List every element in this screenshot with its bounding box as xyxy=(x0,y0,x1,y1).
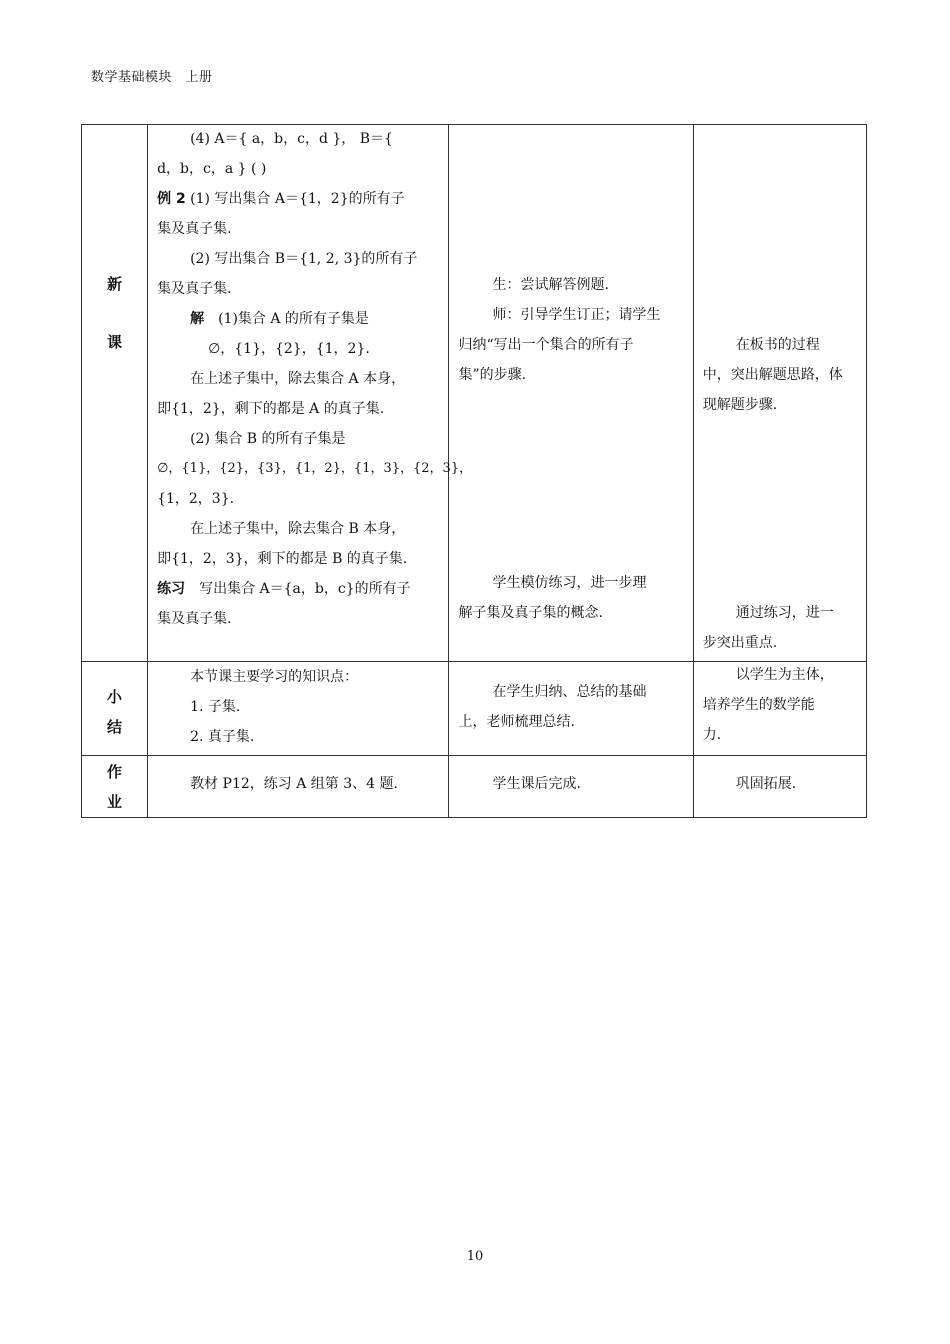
new-lesson-label-cell xyxy=(82,125,148,662)
text-line: (2) 写出集合 B＝{1, 2, 3}的所有子 xyxy=(190,251,418,267)
text-line xyxy=(190,309,369,329)
summary-activity-cell xyxy=(449,662,693,756)
page-header: 数学基础模块 上册 xyxy=(91,70,213,85)
lesson-plan-table xyxy=(81,124,867,818)
text-line: 在上述子集中，除去集合 A 本身， xyxy=(190,371,406,387)
exercise-text: 写出集合 A＝{a，b，c}的所有子 xyxy=(185,581,411,597)
text-line: 在上述子集中，除去集合 B 本身， xyxy=(190,521,406,537)
summary-row xyxy=(82,662,867,756)
homework-content-cell xyxy=(148,756,449,818)
text-line: 2. 真子集. xyxy=(190,729,255,745)
exercise-label: 练习 xyxy=(157,581,186,597)
text-line: (2) 集合 B 的所有子集是 xyxy=(190,431,346,447)
text-line: 集及真子集. xyxy=(157,281,232,297)
text-line: {1，2，3}. xyxy=(157,491,235,507)
section-label: 小 xyxy=(107,688,123,706)
text-line: d，b，c，a } ( ) xyxy=(157,161,267,177)
text-line: 集及真子集. xyxy=(157,611,232,627)
section-label: 结 xyxy=(107,718,123,736)
text-line: 师：引导学生订正；请学生 xyxy=(492,307,661,323)
summary-intent-cell xyxy=(693,662,866,756)
text-line: 通过练习，进一 xyxy=(735,605,834,621)
text-line: 即{1，2，3}，剩下的都是 B 的真子集. xyxy=(157,551,408,567)
solution-label: 解 xyxy=(190,311,205,327)
text-line: 力. xyxy=(702,727,722,743)
text-line: 本节课主要学习的知识点： xyxy=(190,669,359,685)
example-label: 例 2 xyxy=(157,191,186,207)
text-line: ∅，{1}，{2}，{3}，{1，2}，{1，3}，{2，3}， xyxy=(157,461,473,476)
new-lesson-row xyxy=(82,125,867,662)
page-number: 10 xyxy=(466,1249,484,1264)
text-line: 以学生为主体， xyxy=(735,667,834,683)
text-line: 学生课后完成. xyxy=(492,776,581,792)
text-line: 集”的步骤. xyxy=(458,367,527,383)
text-line: 在板书的过程 xyxy=(735,337,820,353)
new-lesson-activity-cell xyxy=(449,125,693,662)
text-line: 步突出重点. xyxy=(702,635,778,651)
text-line xyxy=(157,579,411,599)
text-line: 在学生归纳、总结的基础 xyxy=(492,684,647,700)
text-line: 上，老师梳理总结. xyxy=(458,714,575,730)
homework-row xyxy=(82,756,867,818)
text-line: 生：尝试解答例题. xyxy=(492,277,609,293)
text-line xyxy=(157,189,405,209)
text-line: 解子集及真子集的概念. xyxy=(458,605,603,621)
section-label: 课 xyxy=(107,333,123,351)
text-line: 集及真子集. xyxy=(157,221,232,237)
text-line: (4) A＝{ a，b，c，d }， B＝{ xyxy=(190,131,393,147)
text-line: 即{1，2}，剩下的都是 A 的真子集. xyxy=(157,401,385,417)
text-line: 学生模仿练习，进一步理 xyxy=(492,575,647,591)
solution-text: (1)集合 A 的所有子集是 xyxy=(204,311,369,327)
text-line: 1. 子集. xyxy=(190,699,241,715)
homework-activity-cell xyxy=(449,756,693,818)
section-label: 作 xyxy=(107,763,123,781)
text-line: 归纳“写出一个集合的所有子 xyxy=(458,337,634,353)
section-label: 业 xyxy=(107,793,123,811)
section-label: 新 xyxy=(107,275,123,293)
homework-label-cell xyxy=(82,756,148,818)
new-lesson-content-cell xyxy=(148,125,473,662)
text-line: 中，突出解题思路，体 xyxy=(702,367,843,383)
example-text: (1) 写出集合 A＝{1，2}的所有子 xyxy=(185,191,405,207)
new-lesson-intent-cell xyxy=(693,125,866,662)
text-line: 巩固拓展. xyxy=(735,776,797,792)
text-line: 培养学生的数学能 xyxy=(702,697,815,713)
text-line: 教材 P12，练习 A 组第 3、4 题. xyxy=(190,776,398,792)
summary-label-cell xyxy=(82,662,148,756)
summary-content-cell xyxy=(148,662,449,756)
homework-intent-cell xyxy=(693,756,866,818)
text-line: 现解题步骤. xyxy=(702,397,778,413)
text-line: ∅，{1}，{2}，{1，2}. xyxy=(208,341,370,357)
